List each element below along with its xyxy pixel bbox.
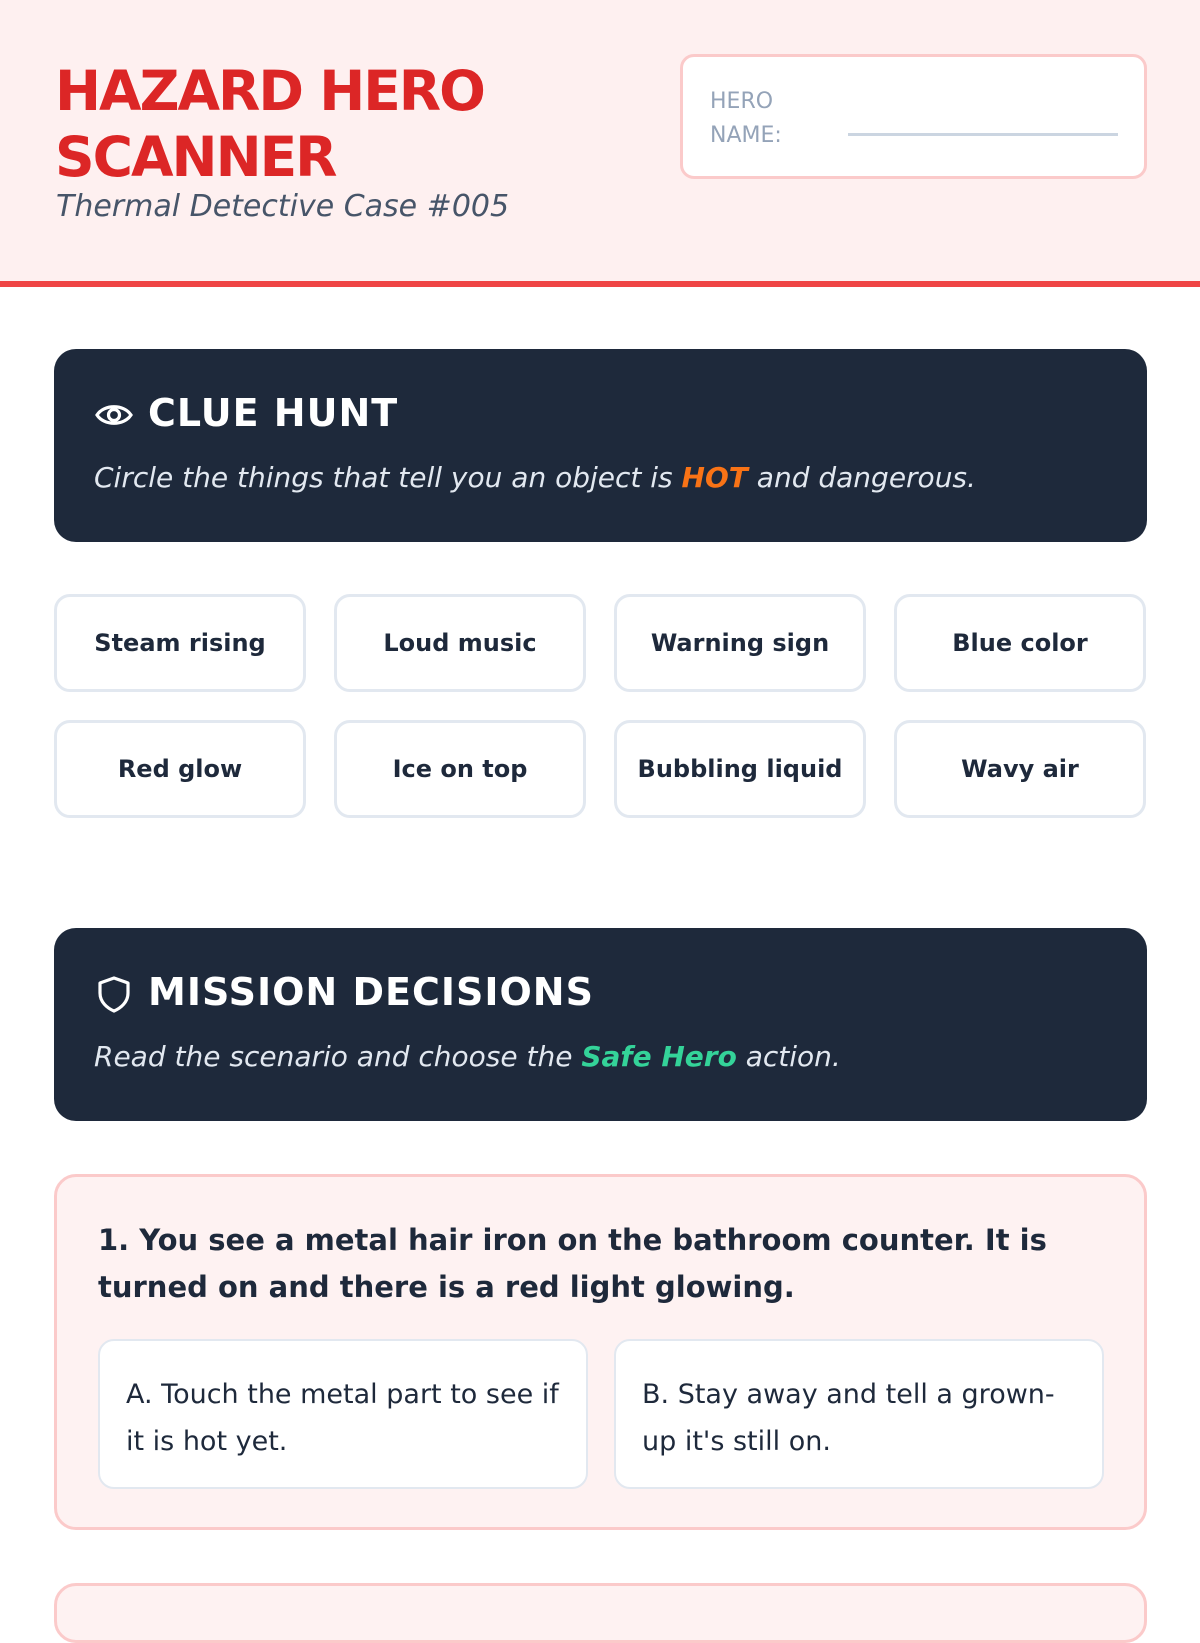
- page-header: [0, 0, 1200, 287]
- clue-hunt-banner: [54, 349, 1147, 542]
- page-title: HAZARD HERO SCANNER: [55, 59, 484, 189]
- clue-card[interactable]: Warning sign: [614, 594, 866, 692]
- clue-card[interactable]: Loud music: [334, 594, 586, 692]
- mission-instruction: Read the scenario and choose the Safe Hero action.: [94, 1040, 841, 1073]
- option-b[interactable]: B. Stay away and tell a grown-up it's still on.: [614, 1339, 1104, 1489]
- clue-hunt-instruction: Circle the things that tell you an object is HOT and dangerous.: [94, 461, 976, 494]
- eye-icon: [94, 395, 134, 435]
- mission-decisions-title: MISSION DECISIONS: [148, 970, 594, 1014]
- mission-decisions-banner: [54, 928, 1147, 1121]
- clue-card[interactable]: Steam rising: [54, 594, 306, 692]
- next-question-card: [54, 1583, 1147, 1643]
- question-text: 1. You see a metal hair iron on the bathroom counter. It is turned on and there is a red light glowing.: [98, 1223, 1047, 1304]
- clue-grid: [54, 594, 1147, 818]
- clue-card[interactable]: Blue color: [894, 594, 1146, 692]
- hot-highlight: HOT: [681, 461, 748, 494]
- option-a[interactable]: A. Touch the metal part to see if it is hot yet.: [98, 1339, 588, 1489]
- hero-name-field[interactable]: [848, 133, 1118, 136]
- hero-name-box: [680, 54, 1147, 179]
- shield-icon: [94, 974, 134, 1014]
- safe-hero-highlight: Safe Hero: [581, 1040, 737, 1073]
- hero-name-label: HERO NAME:: [710, 89, 782, 148]
- clue-hunt-title: CLUE HUNT: [148, 391, 399, 435]
- clue-card[interactable]: Wavy air: [894, 720, 1146, 818]
- clue-card[interactable]: Ice on top: [334, 720, 586, 818]
- question-card: [54, 1174, 1147, 1530]
- clue-card[interactable]: Bubbling liquid: [614, 720, 866, 818]
- clue-card[interactable]: Red glow: [54, 720, 306, 818]
- page-subtitle: Thermal Detective Case #005: [56, 189, 510, 224]
